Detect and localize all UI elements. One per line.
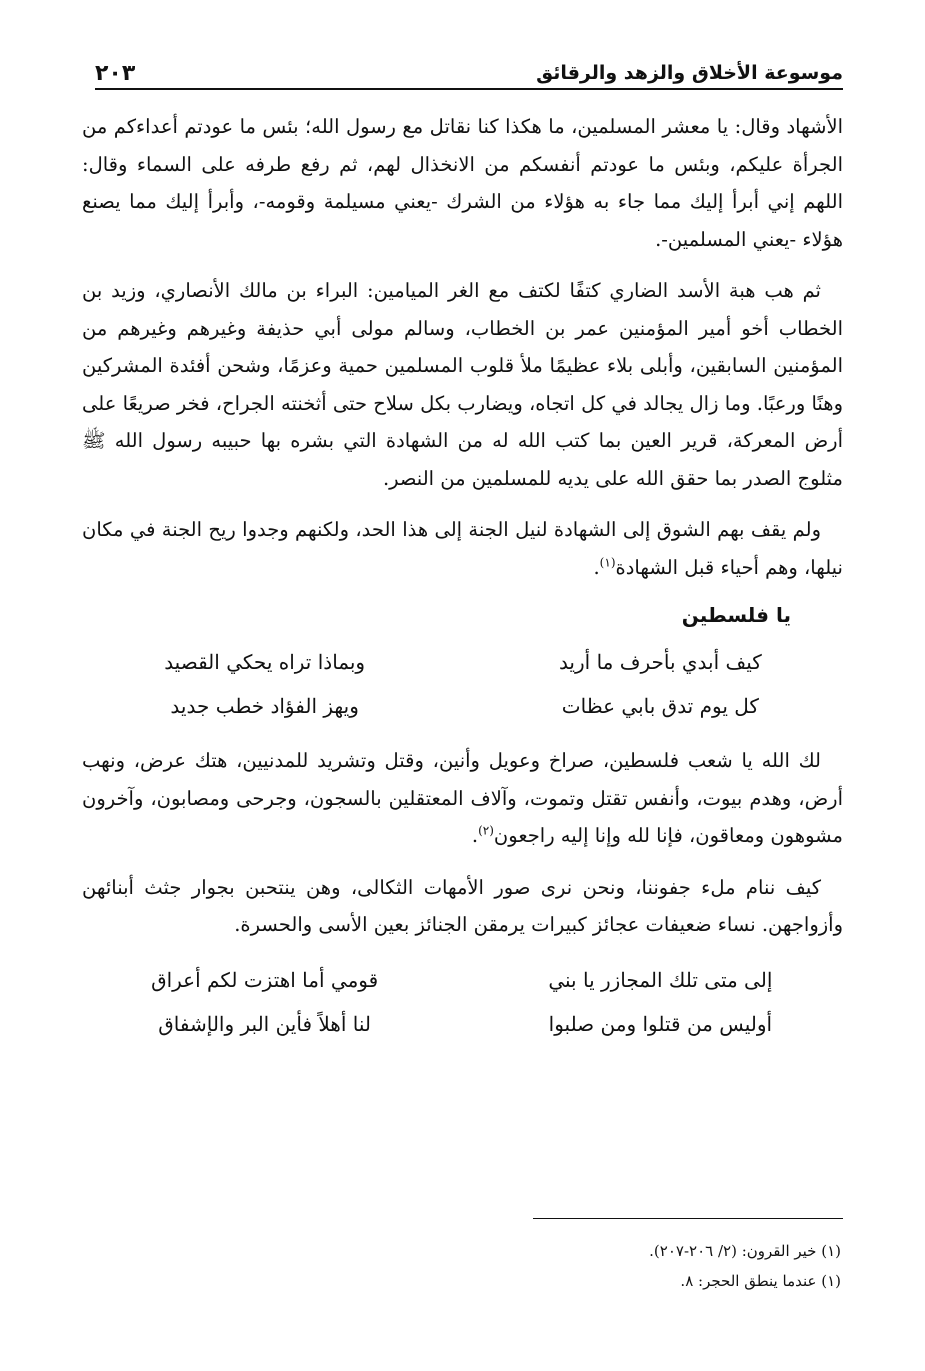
paragraph-1: الأشهاد وقال: يا معشر المسلمين، ما هكذا كنا نقاتل مع رسول الله؛ بئس ما عودتم أعداءكم من الجرأة عليكم، وبئس ما عودتم أنفسكم من الانخذال لهم، ثم رفع طرفه على السماء وقال: اللهم إني أبرأ إليك مما جاء به هؤلاء من الشرك -يعني مسيلمة وقومه-، وأبرأ إليك مما يصنع هؤلاء -يعني المسلمين-. xyxy=(82,115,843,251)
footnote-1: (١) خير القرون: (٢/ ٢٠٦-٢٠٧). xyxy=(649,1242,841,1260)
page-number: ٢٠٣ xyxy=(95,61,136,86)
poem-1-verse-2 xyxy=(82,684,843,728)
paragraph-4 xyxy=(82,742,843,855)
poem-2-verse-2 xyxy=(82,1002,843,1046)
footnote-ref-1[interactable]: (١) xyxy=(599,555,616,569)
paragraph-5 xyxy=(82,869,843,944)
footnote-2: (١) عندما ينطق الحجر: ٨. xyxy=(680,1272,841,1290)
paragraph-3-text: ولم يقف بهم الشوق إلى الشهادة لنيل الجنة إلى هذا الحد، ولكنهم وجدوا ريح الجنة في مكان نيلها، وهم أحياء قبل الشهادة xyxy=(82,518,843,579)
hemistich-first: كيف أبدي بأحرف ما أريد xyxy=(558,650,762,674)
hemistich-second: ويهز الفؤاد خطب جديد xyxy=(170,694,359,718)
paragraph-4-end: . xyxy=(471,824,479,847)
paragraph-3 xyxy=(82,511,843,586)
paragraph-2-text: ثم هب هبة الأسد الضاري كتفًا لكتف مع الغر الميامين: البراء بن مالك الأنصاري، وزيد بن الخطاب أخو أمير المؤمنين عمر بن الخطاب، وسالم مولى أبي حذيفة وغيرهم وغيرهم من المؤمنين السابقين، وأبلى بلاء عظيمًا ملأ قلوب المسلمين حمية وعزمًا، وشحن أفئدة المشركين وهنًا ورعبًا. وما زال يجالد في كل اتجاه، ويضارب بكل سلاح حتى أثخنته الجراح، فخر صريعًا على أرض المعركة، قرير العين بما كتب الله له من الشهادة التي بشره بها حبيبه رسول الله ﷺ مثلوج الصدر بما حقق الله على يديه للمسلمين من النصر. xyxy=(82,279,843,490)
hemistich-second: قومي أما اهتزت لكم أعراق xyxy=(151,967,379,992)
book-title: موسوعة الأخلاق والزهد والرقائق xyxy=(536,62,843,88)
paragraph-5-text: كيف ننام ملء جفوننا، ونحن نرى صور الأمهات الثكالى، وهن ينتحبن بجوار جثث أبنائهن وأزواجهن. نساء ضعيفات عجائز كبيرات يرمقن الجنائز بعين الأسى والحسرة. xyxy=(82,875,843,936)
hemistich-second: لنا أهلاً فأين البر والإشفاق xyxy=(158,1011,371,1036)
footnotes xyxy=(82,1236,841,1296)
page-body xyxy=(82,108,843,1060)
paragraph-3-end: . xyxy=(593,555,600,579)
hemistich-first: أوليس من قتلوا ومن صلبوا xyxy=(548,1011,773,1036)
paragraph-4-text: لك الله يا شعب فلسطين، صراخ وعويل وأنين، وقتل وتشريد للمدنيين، هتك عرض، ونهب أرض، وهدم بيوت، وأنفس تقتل وتموت، وآلاف المعتقلين بالسجون، وجرحى ومصابون، وآخرون مشوهون ومعاقون، فإنا لله وإنا إليه راجعون xyxy=(82,749,843,847)
footnote-ref-2[interactable]: (٢) xyxy=(478,823,494,838)
paragraph-2 xyxy=(82,272,843,497)
poem-1 xyxy=(82,640,843,728)
poem-2-verse-1 xyxy=(82,958,843,1002)
footnote-divider xyxy=(533,1218,843,1219)
poem-1-verse-1 xyxy=(82,640,843,684)
page-header xyxy=(95,52,843,90)
poem-2 xyxy=(82,958,843,1046)
hemistich-first: إلى متى تلك المجازر يا بني xyxy=(548,967,773,992)
hemistich-second: وبماذا تراه يحكي القصيد xyxy=(164,650,366,674)
hemistich-first: كل يوم تدق بابي عظات xyxy=(561,694,759,718)
section-title: يا فلسطين xyxy=(681,603,791,627)
